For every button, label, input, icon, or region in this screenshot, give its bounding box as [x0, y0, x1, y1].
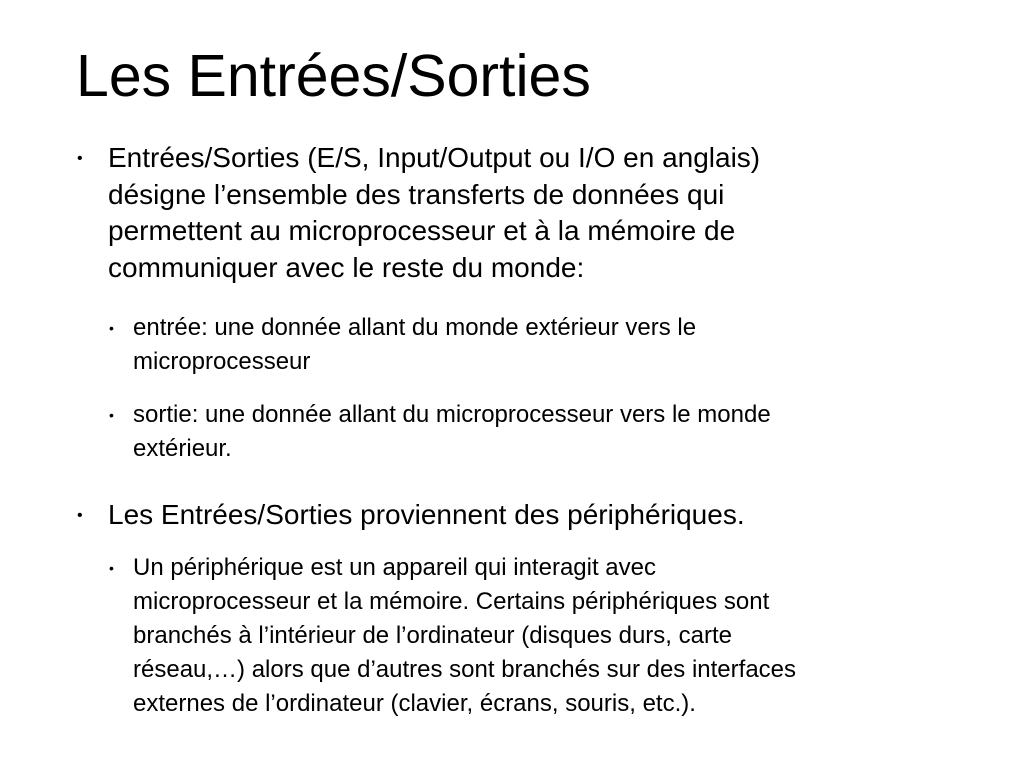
bullet-icon: •	[109, 560, 114, 576]
slide-title: Les Entrées/Sorties	[76, 43, 591, 109]
bullet-text-line: Entrées/Sorties (E/S, Input/Output ou I/O en anglais)	[108, 142, 761, 173]
term-sortie: sortie	[133, 401, 192, 428]
sub-bullet-text	[133, 551, 943, 721]
bullet-text	[108, 497, 948, 534]
sub-bullet-text-line	[133, 311, 833, 345]
bullet-text-line: communiquer avec le reste du monde:	[108, 251, 585, 283]
sub-bullet-text-line	[133, 398, 923, 432]
bullet-icon: •	[77, 507, 83, 524]
sub-bullet-text-line: microprocesseur	[133, 348, 311, 375]
sub-bullet-text-line: externes de l’ordinateur (clavier, écrans, souris, etc.).	[133, 690, 696, 717]
sub-bullet-text	[133, 398, 923, 466]
term-entree: entrée	[133, 314, 202, 341]
sub-bullet-text-line: extérieur.	[133, 435, 232, 462]
bullet-text-line: permettent au microprocesseur et à la mémoire de	[108, 215, 736, 246]
sub-bullet-text-line: branchés à l’intérieur de l’ordinateur (disques durs, carte	[133, 622, 732, 649]
term-definition: : une donnée allant du microprocesseur vers le monde	[191, 401, 771, 428]
bullet-icon: •	[109, 407, 114, 423]
sub-bullet-text	[133, 311, 833, 379]
sub-bullet-text-line: microprocesseur et la mémoire. Certains périphériques sont	[133, 588, 770, 615]
sub-bullet-text-line: Un périphérique est un appareil qui interagit avec	[133, 554, 656, 581]
bullet-text-line: désigne l’ensemble des transferts de données qui	[108, 178, 725, 210]
bullet-text	[108, 140, 868, 286]
bullet-icon: •	[109, 320, 114, 336]
term-definition: : une donnée allant du monde extérieur vers le	[201, 314, 697, 341]
sub-bullet-text-line: réseau,…) alors que d’autres sont branchés sur des interfaces	[133, 656, 797, 683]
bullet-text-line: Les Entrées/Sorties proviennent des périphériques.	[108, 499, 745, 530]
bullet-icon: •	[77, 150, 83, 167]
